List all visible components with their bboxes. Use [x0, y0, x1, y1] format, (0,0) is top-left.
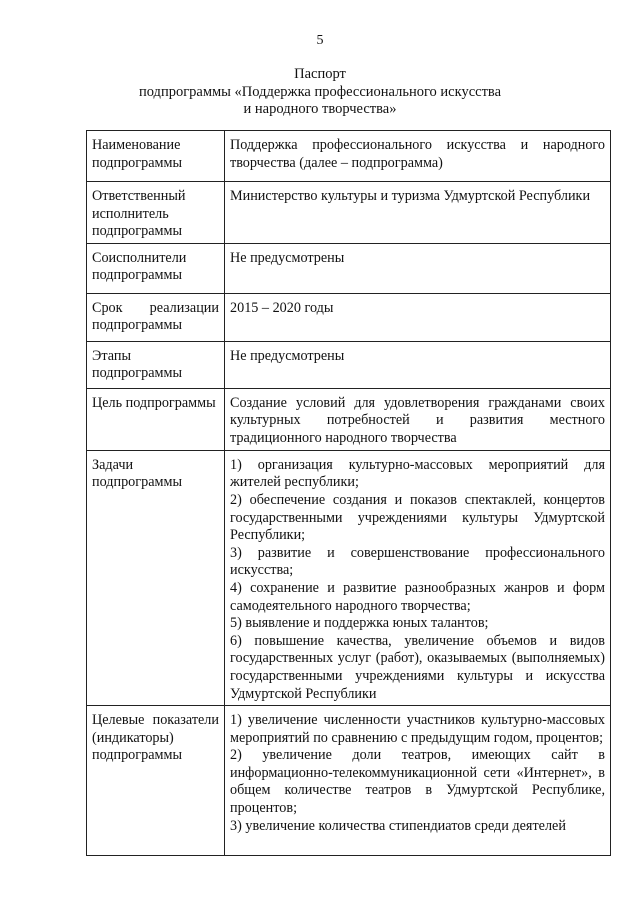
value-paragraph: 2015 – 2020 годы	[230, 299, 334, 316]
value-paragraph: 2) увеличение доли театров, имеющих сайт в информационно-телекоммуникационной сети «Интернет», в общем количестве театров в Удмуртской Республике, процентов;	[230, 747, 605, 817]
row-value	[225, 388, 611, 450]
row-label: Срок реализации подпрограммы	[87, 293, 225, 341]
value-paragraph: 3) развитие и совершенствование профессионального искусства;	[230, 544, 605, 579]
table-row	[87, 706, 611, 856]
table-row	[87, 293, 611, 341]
table-row	[87, 182, 611, 244]
row-label: Задачи подпрограммы	[87, 450, 225, 705]
title-line: подпрограммы «Поддержка профессионального искусства	[138, 83, 502, 100]
row-label: Ответственный исполнитель подпрограммы	[87, 182, 225, 244]
row-label: Соисполнители подпрограммы	[87, 243, 225, 293]
table-row	[87, 131, 611, 182]
value-paragraph: 1) организация культурно-массовых мероприятий для жителей республики;	[230, 456, 605, 491]
table-row	[87, 243, 611, 293]
row-label: Наименование подпрограммы	[87, 131, 225, 182]
table-row	[87, 450, 611, 705]
row-value	[225, 706, 611, 856]
value-paragraph: Министерство культуры и туризма Удмуртской Республики	[230, 188, 591, 204]
value-paragraph: 1) увеличение численности участников культурно-массовых мероприятий по сравнению с предыдущим годом, процентов;	[230, 712, 605, 746]
row-label: Этапы подпрограммы	[87, 341, 225, 388]
value-paragraph: Создание условий для удовлетворения гражданами своих культурных потребностей и развития местного традиционного народного творчества	[230, 394, 605, 446]
value-paragraph: 5) выявление и поддержка юных талантов;	[230, 615, 489, 632]
row-value	[225, 131, 611, 182]
page-number: 5	[316, 33, 324, 48]
row-value	[225, 450, 611, 705]
value-paragraph: Не предусмотрены	[230, 249, 345, 266]
value-paragraph: 2) обеспечение создания и показов спектаклей, концертов государственными учреждениями культуры Удмуртской Республики;	[230, 491, 605, 544]
table-row	[87, 388, 611, 450]
value-paragraph: 6) повышение качества, увеличение объемов и видов государственных услуг (работ), оказываемых (выполняемых) государственными учреждениями культуры и искусства Удмуртской Республики	[230, 632, 605, 702]
value-paragraph: Поддержка профессионального искусства и народного творчества (далее – подпрограмма)	[230, 137, 605, 171]
passport-table	[86, 130, 611, 856]
document-title	[0, 66, 640, 119]
title-line: Паспорт	[294, 66, 346, 82]
row-value	[225, 182, 611, 244]
row-label: Цель подпрограммы	[87, 388, 225, 450]
table-row	[87, 341, 611, 388]
row-value	[225, 243, 611, 293]
value-paragraph: Не предусмотрены	[230, 347, 345, 364]
row-value	[225, 293, 611, 341]
row-value	[225, 341, 611, 388]
row-label: Целевые показатели (индикаторы) подпрограммы	[87, 706, 225, 856]
value-paragraph: 4) сохранение и развитие разнообразных жанров и форм самодеятельного народного творчества;	[230, 579, 605, 614]
title-line: и народного творчества»	[243, 101, 397, 117]
value-paragraph: 3) увеличение количества стипендиатов среди деятелей	[230, 817, 566, 834]
